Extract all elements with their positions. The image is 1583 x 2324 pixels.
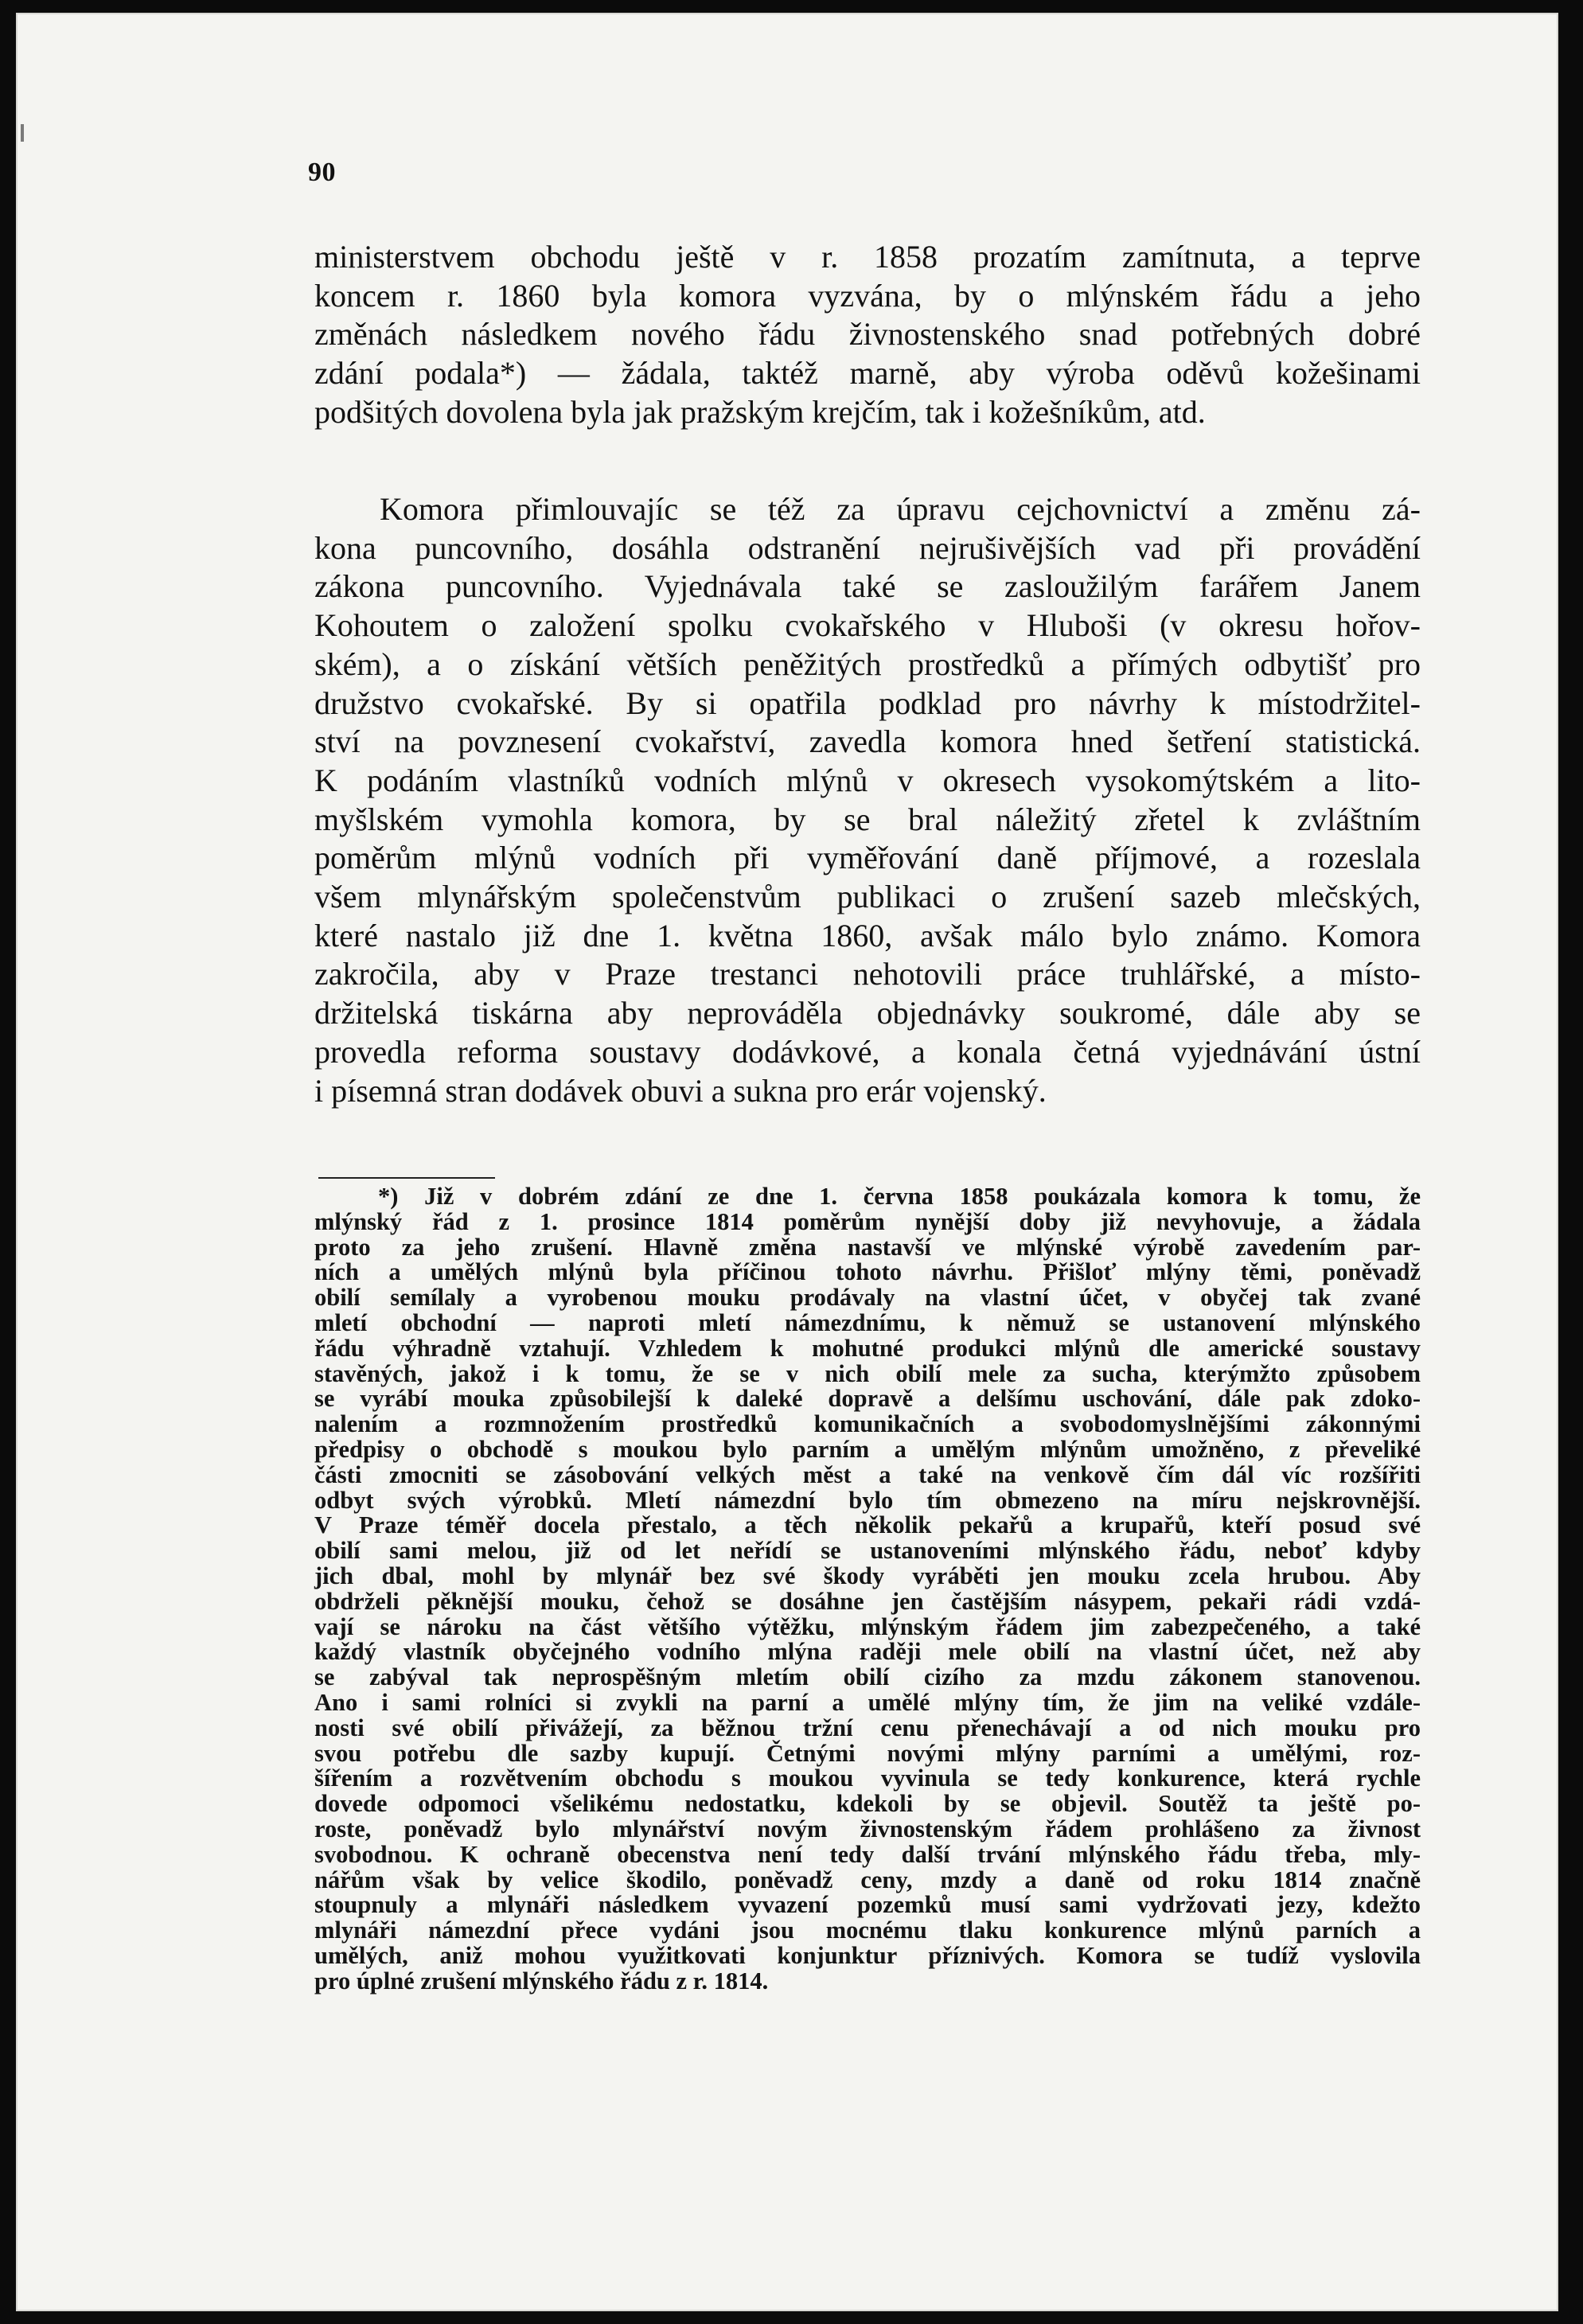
footnote-line: předpisy o obchodě s moukou bylo parním a umělým mlýnům umožněno, z převeliké [314, 1435, 1421, 1463]
page-number: 90 [308, 158, 336, 187]
paragraph-2-line: K podáním vlastníků vodních mlýnů v okresech vysokomýtském a lito- [314, 762, 1421, 798]
footnote-line: se vyrábí mouka způsobilejší k daleké dopravě a delšímu uschování, dále pak zdoko- [314, 1385, 1421, 1413]
footnote-line: mletí obchodní — naproti mletí námezdnímu, k němuž se ustanovení mlýnského [314, 1308, 1421, 1336]
paragraph-2-line: zákona puncovního. Vyjednávala také se zasloužilým farářem Janem [314, 568, 1421, 605]
footnote-line: řádu výhradně vztahují. Vzhledem k mohutné produkci mlýnů dle americké soustavy [314, 1334, 1421, 1362]
paragraph-2-line: všem mlynářským společenstvům publikaci o zrušení sazeb mlečských, [314, 879, 1421, 915]
footnote-divider [318, 1177, 495, 1179]
footnote-line: mlynáři námezdní přece vydáni jsou mocnému tlaku konkurence mlýnů parních a [314, 1917, 1421, 1944]
paragraph-1 [314, 238, 1421, 432]
paragraph-2-line: provedla reforma soustavy dodávkové, a konala četná vyjednávání ústní [314, 1033, 1421, 1070]
paragraph-2-line: kona puncovního, dosáhla odstranění nejrušivějších vad při provádění [314, 529, 1421, 566]
footnote [314, 1184, 1421, 1995]
footnote-line: části zmocniti se zásobování velkých měst a také na venkově čím dál víc rozšířiti [314, 1460, 1421, 1488]
footnote-line: vají se nároku na část většího výtěžku, mlýnským řádem jim zabezpečeného, a také [314, 1612, 1421, 1640]
scan-edge-mark [21, 124, 24, 142]
footnote-line: *) Již v dobrém zdání ze dne 1. června 1858 poukázala komora k tomu, že [378, 1183, 1421, 1210]
footnote-line: Ano i sami rolníci si zvykli na parní a umělé mlýny tím, že jim na veliké vzdále- [314, 1688, 1421, 1716]
footnote-line: šířením a rozvětvením obchodu s moukou vyvinula se tedy konkurence, která rychle [314, 1764, 1421, 1792]
paragraph-1-line: zdání podala*) — žádala, taktéž marně, aby výroba oděvů kožešinami [314, 355, 1421, 392]
footnote-line: odbyt svých výrobků. Mletí námezdní bylo tím obmezeno na míru nejskrovnější. [314, 1486, 1421, 1514]
paragraph-2-line: ském), a o získání větších peněžitých prostředků a přímých odbytišť pro [314, 645, 1421, 682]
footnote-line: svou potřebu dle sazby kupují. Četnými novými mlýny parními a umělými, roz- [314, 1739, 1421, 1767]
paragraph-2-line: Komora přimlouvajíc se též za úpravu cejchovnictví a změnu zá- [380, 491, 1421, 527]
paragraph-2 [314, 490, 1421, 1110]
footnote-line: stoupnuly a mlynáři následkem vyvazení pozemků musí sami vydržovati jezy, kdežto [314, 1891, 1421, 1919]
paragraph-2-line: držitelská tiskárna aby neprováděla objednávky soukromé, dále aby se [314, 995, 1421, 1031]
footnote-line: roste, poněvadž bylo mlynářství novým živnostenským řádem prohlášeno za živnost [314, 1815, 1421, 1842]
footnote-line: obilí sami melou, již od let neřídí se ustanoveními mlýnského řádu, neboť kdyby [314, 1537, 1421, 1565]
footnote-line: V Praze téměř docela přestalo, a těch několik pekařů a krupařů, kteří posud své [314, 1511, 1421, 1539]
paragraph-2-line: které nastalo již dne 1. května 1860, avšak málo bylo známo. Komora [314, 917, 1421, 953]
footnote-line: obilí semílaly a vyrobenou mouku prodávaly na vlastní účet, v obyčej tak zvané [314, 1284, 1421, 1312]
footnote-line: obdrželi pěknější mouku, čehož se dosáhne jen častějším násypem, pekaři rádi vzdá- [314, 1587, 1421, 1615]
paragraph-2-line: družstvo cvokařské. By si opatřila podklad pro návrhy k místodržitel- [314, 684, 1421, 721]
paragraph-1-line: změnách následkem nového řádu živnostenského snad potřebných dobré [314, 316, 1421, 353]
footnote-line: svobodnou. K ochraně obecenstva není tedy další trvání mlýnského řádu třeba, mly- [314, 1840, 1421, 1868]
paragraph-1-line: koncem r. 1860 byla komora vyzvána, by o mlýnském řádu a jeho [314, 277, 1421, 314]
paragraph-2-line: Kohoutem o založení spolku cvokařského v Hluboši (v okresu hořov- [314, 607, 1421, 644]
document-page [16, 13, 1558, 2311]
footnote-line: ních a umělých mlýnů byla příčinou tohoto návrhu. Přišloť mlýny těmi, poněvadž [314, 1258, 1421, 1286]
paragraph-1-line: podšitých dovolena byla jak pražským krejčím, tak i kožešníkům, atd. [314, 393, 1206, 430]
paragraph-2-line: zakročila, aby v Praze trestanci nehotovili práce truhlářské, a místo- [314, 956, 1421, 992]
footnote-line: každý vlastník obyčejného vodního mlýna raději mele obilí na vlastní účet, než aby [314, 1638, 1421, 1666]
paragraph-2-line: poměrům mlýnů vodních při vyměřování daně příjmové, a rozeslala [314, 840, 1421, 876]
footnote-line: mlýnský řád z 1. prosince 1814 poměrům nynější doby již nevyhovuje, a žádala [314, 1207, 1421, 1235]
footnote-line: pro úplné zrušení mlýnského řádu z r. 1814. [314, 1967, 769, 1995]
paragraph-1-line: ministerstvem obchodu ještě v r. 1858 prozatím zamítnuta, a teprve [314, 239, 1421, 275]
footnote-line: dovede odpomoci všelikému nedostatku, kdekoli by se objevil. Soutěž ta ještě po- [314, 1790, 1421, 1818]
paragraph-2-line: i písemná stran dodávek obuvi a sukna pro erár vojenský. [314, 1072, 1047, 1109]
footnote-line: nalením a rozmnožením prostředků komunikačních a svobodomyslnějšími zákonnými [314, 1410, 1421, 1438]
footnote-line: proto za jeho zrušení. Hlavně změna nastavší ve mlýnské výrobě zavedením par- [314, 1233, 1421, 1261]
paragraph-2-line: myšlském vymohla komora, by se bral náležitý zřetel k zvláštním [314, 801, 1421, 837]
footnote-line: umělých, aniž mohou využitkovati konjunktur příznivých. Komora se tudíž vyslovila [314, 1941, 1421, 1969]
footnote-line: jich dbal, mohl by mlynář bez své škody vyráběti jen mouku zcela hrubou. Aby [314, 1562, 1421, 1589]
footnote-line: nosti své obilí přivážejí, za běžnou tržní cenu přenechávají a od nich mouku pro [314, 1714, 1421, 1741]
footnote-line: stavěných, jakož i k tomu, že se v nich obilí mele za sucha, kterýmžto způsobem [314, 1359, 1421, 1387]
paragraph-2-line: ství na povznesení cvokařství, zavedla komora hned šetření statistická. [314, 723, 1421, 760]
footnote-line: se zabýval tak neprospěšným mletím obilí cizího za mzdu zákonem stanovenou. [314, 1663, 1421, 1691]
footnote-line: nářům však by velice škodilo, poněvadž ceny, mzdy a daně od roku 1814 značně [314, 1866, 1421, 1893]
